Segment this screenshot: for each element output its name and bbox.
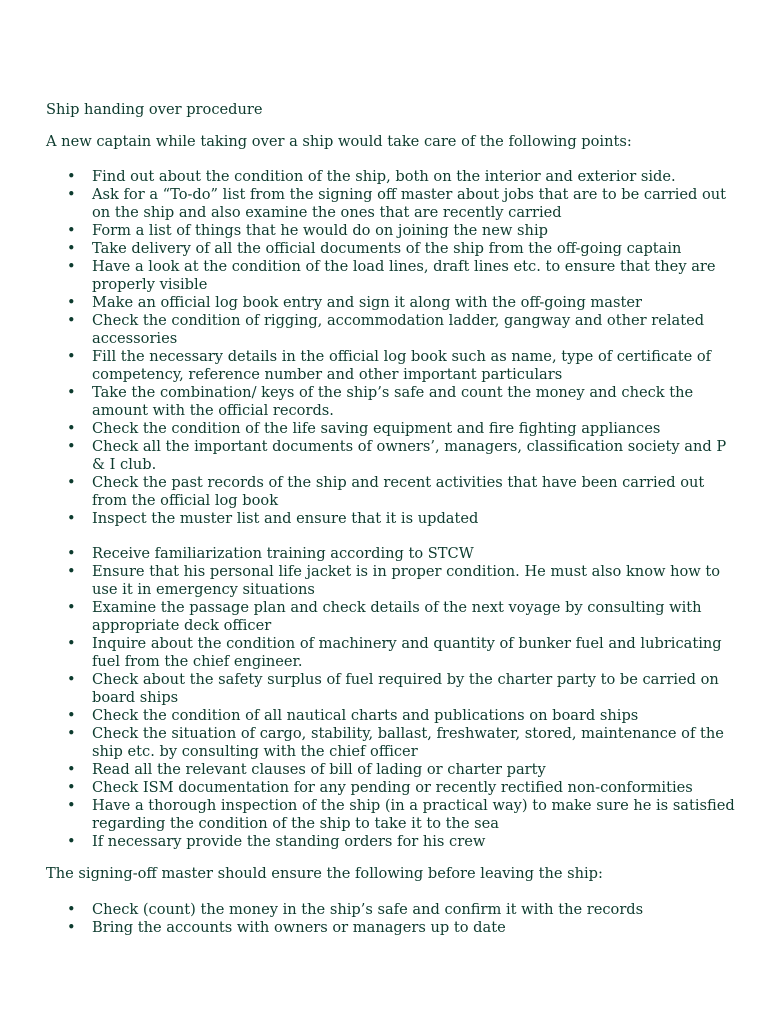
list-item-text: Bring the accounts with owners or managers up to date <box>92 919 506 936</box>
bullet-icon: • <box>67 563 76 580</box>
list-item-text: Check the condition of rigging, accommodation ladder, gangway and other related accessories <box>92 312 705 347</box>
bullet-icon: • <box>67 168 76 185</box>
list-item-text: Check the condition of the life saving equipment and fire fighting appliances <box>92 420 661 437</box>
familiarization-checklist <box>0 545 768 851</box>
list-item-text: Examine the passage plan and check details of the next voyage by consulting with appropriate deck officer <box>92 599 702 634</box>
list-item-text: Check ISM documentation for any pending or recently rectified non-conformities <box>92 779 693 796</box>
list-item-text: Fill the necessary details in the official log book such as name, type of certificate of competency, reference number and other important particulars <box>92 348 712 383</box>
list-item-text: Have a thorough inspection of the ship (in a practical way) to make sure he is satisfied regarding the condition of the ship to take it to the sea <box>92 797 735 832</box>
bullet-icon: • <box>67 474 76 491</box>
bullet-icon: • <box>67 294 76 311</box>
signing-off-paragraph: The signing-off master should ensure the following before leaving the ship: <box>46 865 603 882</box>
bullet-icon: • <box>67 240 76 257</box>
bullet-icon: • <box>67 919 76 936</box>
list-item <box>0 833 768 851</box>
bullet-icon: • <box>67 901 76 918</box>
list-item-text: Ask for a “To-do” list from the signing off master about jobs that are to be carried out on the ship and also examine the ones that are recently carried <box>92 186 727 221</box>
list-item <box>0 420 768 438</box>
list-item <box>0 707 768 725</box>
bullet-icon: • <box>67 545 76 562</box>
list-item <box>0 635 768 671</box>
list-item <box>0 671 768 707</box>
list-item <box>0 545 768 563</box>
list-item-text: Check the situation of cargo, stability, ballast, freshwater, stored, maintenance of the ship etc. by consulting with the chief officer <box>92 725 724 760</box>
list-item <box>0 240 768 258</box>
bullet-icon: • <box>67 186 76 203</box>
bullet-icon: • <box>67 312 76 329</box>
list-item <box>0 563 768 599</box>
bullet-icon: • <box>67 510 76 527</box>
list-item-text: Take delivery of all the official documents of the ship from the off-going captain <box>92 240 682 257</box>
bullet-icon: • <box>67 258 76 275</box>
list-item <box>0 510 768 528</box>
list-item <box>0 312 768 348</box>
bullet-icon: • <box>67 707 76 724</box>
list-item-text: Check the condition of all nautical charts and publications on board ships <box>92 707 639 724</box>
list-item-text: Make an official log book entry and sign it along with the off-going master <box>92 294 642 311</box>
list-item <box>0 599 768 635</box>
list-item-text: Have a look at the condition of the load lines, draft lines etc. to ensure that they are properly visible <box>92 258 716 293</box>
bullet-icon: • <box>67 222 76 239</box>
list-item <box>0 294 768 312</box>
list-item <box>0 258 768 294</box>
list-item <box>0 384 768 420</box>
bullet-icon: • <box>67 348 76 365</box>
signing-off-checklist <box>0 901 768 937</box>
bullet-icon: • <box>67 797 76 814</box>
list-item-text: Inquire about the condition of machinery and quantity of bunker fuel and lubricating fuel from the chief engineer. <box>92 635 722 670</box>
bullet-icon: • <box>67 635 76 652</box>
list-item <box>0 761 768 779</box>
bullet-icon: • <box>67 599 76 616</box>
bullet-icon: • <box>67 384 76 401</box>
list-item-text: Form a list of things that he would do on joining the new ship <box>92 222 548 239</box>
bullet-icon: • <box>67 833 76 850</box>
intro-paragraph: A new captain while taking over a ship would take care of the following points: <box>46 133 632 150</box>
list-item <box>0 348 768 384</box>
list-item-text: Check (count) the money in the ship’s safe and confirm it with the records <box>92 901 644 918</box>
list-item-text: Inspect the muster list and ensure that it is updated <box>92 510 479 527</box>
list-item <box>0 779 768 797</box>
list-item <box>0 797 768 833</box>
list-item-text: Take the combination/ keys of the ship’s safe and count the money and check the amount with the official records. <box>92 384 694 419</box>
list-item-text: Check the past records of the ship and recent activities that have been carried out from the official log book <box>92 474 705 509</box>
list-item-text: Receive familiarization training according to STCW <box>92 545 474 562</box>
list-item <box>0 186 768 222</box>
bullet-icon: • <box>67 779 76 796</box>
list-item <box>0 438 768 474</box>
bullet-icon: • <box>67 420 76 437</box>
list-item-text: Read all the relevant clauses of bill of lading or charter party <box>92 761 546 778</box>
list-item <box>0 474 768 510</box>
list-item-text: Ensure that his personal life jacket is in proper condition. He must also know how to use it in emergency situations <box>92 563 721 598</box>
list-item <box>0 901 768 919</box>
list-item <box>0 725 768 761</box>
list-item-text: If necessary provide the standing orders for his crew <box>92 833 486 850</box>
document-heading: Ship handing over procedure <box>46 101 263 118</box>
list-item-text: Find out about the condition of the ship, both on the interior and exterior side. <box>92 168 676 185</box>
bullet-icon: • <box>67 671 76 688</box>
list-item <box>0 919 768 937</box>
list-item-text: Check about the safety surplus of fuel required by the charter party to be carried on board ships <box>92 671 719 706</box>
list-item-text: Check all the important documents of owners’, managers, classification society and P & I club. <box>92 438 727 473</box>
list-item <box>0 222 768 240</box>
bullet-icon: • <box>67 761 76 778</box>
bullet-icon: • <box>67 438 76 455</box>
takeover-checklist <box>0 168 768 528</box>
list-item <box>0 168 768 186</box>
bullet-icon: • <box>67 725 76 742</box>
